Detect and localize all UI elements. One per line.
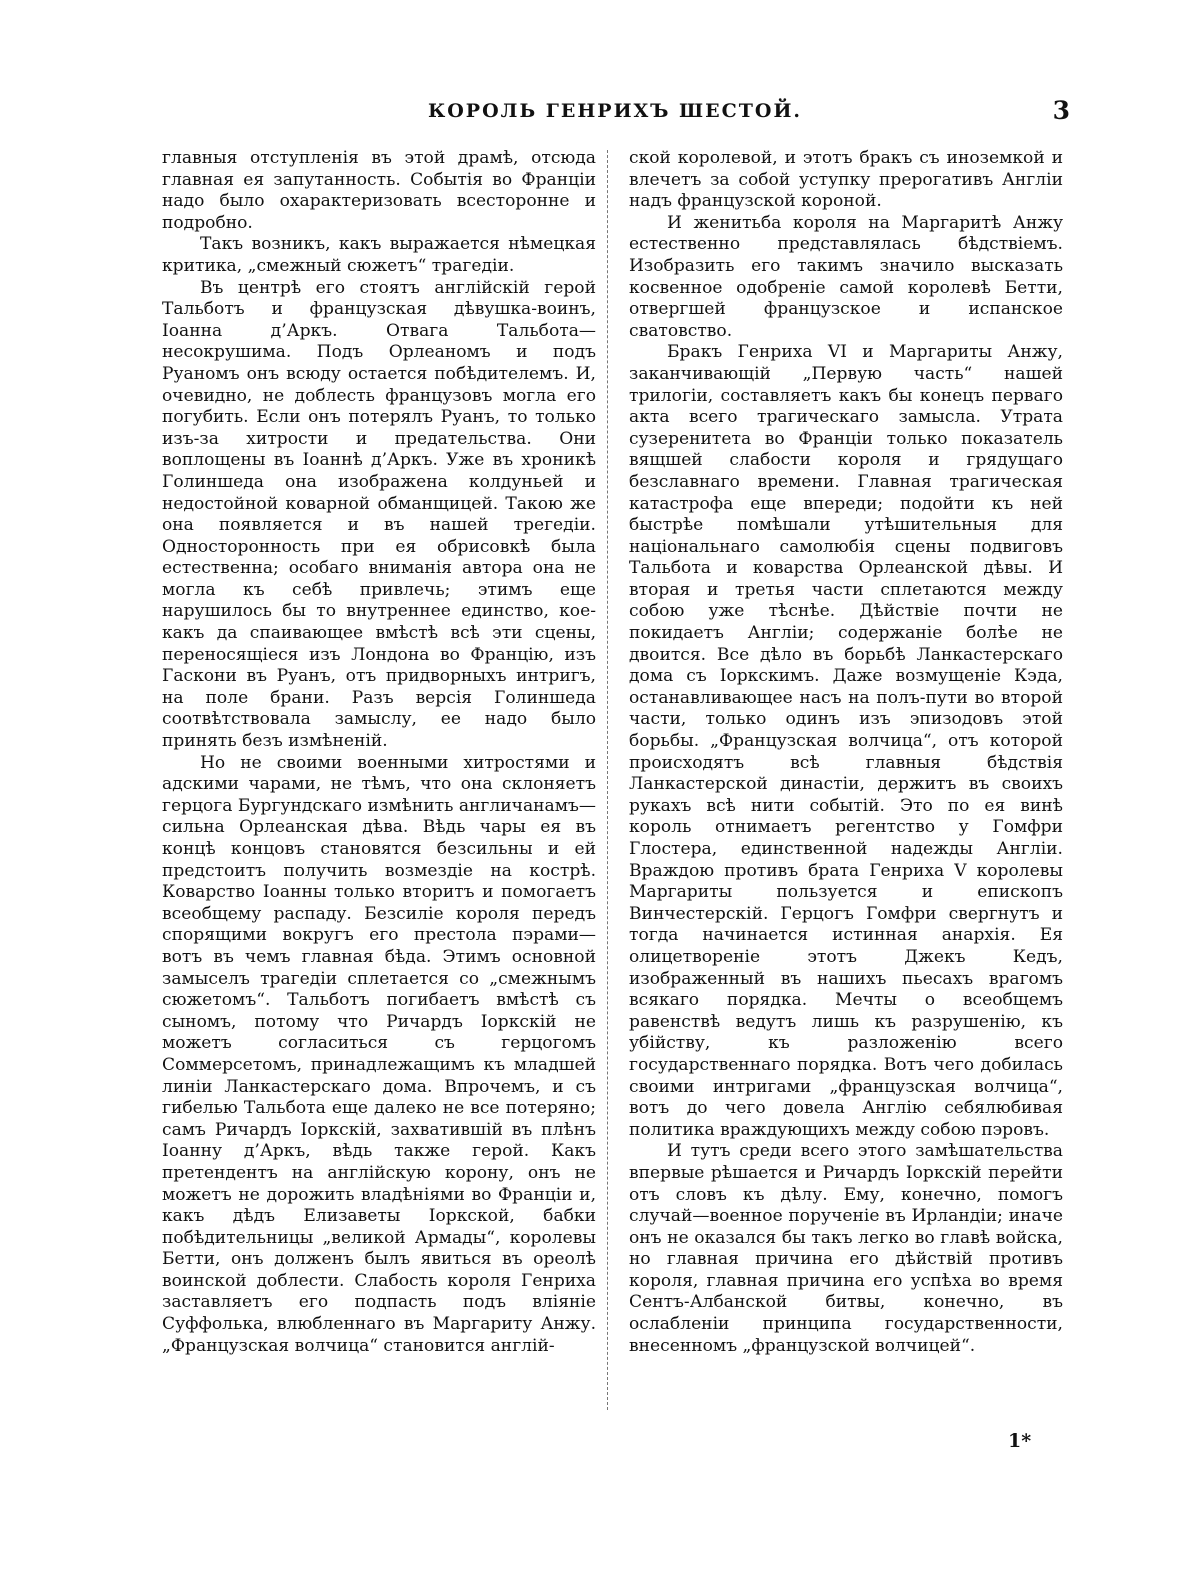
page-number: 3 bbox=[1052, 96, 1070, 125]
running-header bbox=[160, 96, 1070, 134]
paragraph: Бракъ Генриха VI и Маргариты Анжу, заканчивающій „Первую часть“ нашей трилогіи, составляетъ какъ бы конецъ перваго акта всего трагическаго замысла. Утрата сузеренитета во Франціи только показатель вящшей слабости короля и грядущаго безславнаго времени. Главная трагическая катастрофа еще впереди; подойти къ ней быстрѣе помѣшали утѣшительныя для національнаго самолюбія сцены подвиговъ Тальбота и коварства Орлеанской дѣвы. И вторая и третья части сплетаются между собою уже тѣснѣе. Дѣйствіе почти не покидаетъ Англіи; содержаніе болѣе не двоится. Все дѣло въ борьбѣ Ланкастерскаго дома съ Іоркскимъ. Даже возмущеніе Кэда, останавливающее насъ на полъ-пути во второй части, только одинъ изъ эпизодовъ этой борьбы. „Французская волчица“, отъ которой происходятъ всѣ главныя бѣдствія Ланкастерской династіи, держитъ въ своихъ рукахъ всѣ нити событій. Это по ея винѣ король отнимаетъ регентство у Гомфри Глостера, единственной надежды Англіи. Враждою противъ брата Генриха V королевы Маргариты пользуется и епископъ Винчестерскій. Герцогъ Гомфри свергнутъ и тогда начинается истинная анархія. Ея олицетвореніе этотъ Джекъ Кедъ, изображенный въ нашихъ пьесахъ врагомъ всякаго порядка. Мечты о всеобщемъ равенствѣ ведутъ лишь къ разрушенію, къ убійству, къ разложенію всего государственнаго порядка. Вотъ чего добилась своими интригами „французская волчица“, вотъ до чего довела Англію себялюбивая политика враждующихъ между собою пэровъ. bbox=[629, 342, 1063, 1140]
paragraph: Въ центрѣ его стоятъ англійскій герой Тальботъ и французская дѣвушка-воинъ, Іоанна д’Аркъ. Отвага Тальбота—несокрушима. Подъ Орлеаномъ и подъ Руаномъ онъ всюду остается побѣдителемъ. И, очевидно, не доблесть французовъ могла его погубить. Если онъ потерялъ Руанъ, то только изъ-за хитрости и предательства. Они воплощены въ Іоаннѣ д’Аркъ. Уже въ хроникѣ Голиншеда она изображена колдуньей и недостойной коварной обманщицей. Такою же она появляется и въ нашей трегедіи. Односторонность при ея обрисовкѣ была естественна; особаго вниманія автора она не могла къ себѣ привлечь; этимъ еще нарушилось бы то внутреннее единство, кое-какъ да спаивающее вмѣстѣ всѣ эти сцены, переносящіеся изъ Лондона во Францію, изъ Гаскони въ Руанъ, отъ придворныхъ интригъ, на поле брани. Разъ версія Голиншеда соотвѣтствовала замыслу, ее надо было принять безъ измѣненій. bbox=[162, 277, 596, 752]
paragraph: главныя отступленія въ этой драмѣ, отсюда главная ея запутанность. Событія во Франціи надо было охарактеризовать всесторонне и подробно. bbox=[162, 148, 596, 233]
paragraph: Такъ возникъ, какъ выражается нѣмецкая критика, „смежный сюжетъ“ трагедіи. bbox=[162, 234, 596, 276]
left-column bbox=[162, 148, 596, 1357]
paragraph: Но не своими военными хитростями и адскими чарами, не тѣмъ, что она склоняетъ герцога Бургундскаго измѣнить англичанамъ—сильна Орлеанская дѣва. Вѣдь чары ея въ концѣ концовъ становятся безсильны и ей предстоитъ получить возмездіе на кострѣ. Коварство Іоанны только вторитъ и помогаетъ всеобщему распаду. Безсиліе короля передъ спорящими вокругъ его престола пэрами—вотъ въ чемъ главная бѣда. Этимъ основной замыселъ трагедіи сплетается со „смежнымъ сюжетомъ“. Тальботъ погибаетъ вмѣстѣ съ сыномъ, потому что Ричардъ Іоркскій не можетъ согласиться съ герцогомъ Соммерсетомъ, принадлежащимъ къ младшей линіи Ланкастерскаго дома. Впрочемъ, и съ гибелью Тальбота еще далеко не все потеряно; самъ Ричардъ Іоркскій, захватившій въ плѣнъ Іоанну д’Аркъ, вѣдь также герой. Какъ претендентъ на англійскую корону, онъ не можетъ не дорожить владѣніями во Франціи и, какъ дѣдъ Елизаветы Іоркской, бабки побѣдительницы „великой Армады“, королевы Бетти, онъ долженъ былъ явиться въ ореолѣ воинской доблести. Слабость короля Генриха заставляетъ его подпасть подъ вліяніе Суффолька, влюбленнаго въ Маргариту Анжу. „Французская волчица“ становится англій- bbox=[162, 752, 596, 1356]
paragraph: И тутъ среди всего этого замѣшательства впервые рѣшается и Ричардъ Іоркскій перейти отъ словъ къ дѣлу. Ему, конечно, помогъ случай—военное порученіе въ Ирландіи; иначе онъ не оказался бы такъ легко во главѣ войска, но главная причина его дѣйствій противъ короля, главная причина его успѣха во время Сентъ-Албанской битвы, конечно, въ ослабленіи принципа государственности, внесенномъ „французской волчицей“. bbox=[629, 1141, 1063, 1356]
right-column bbox=[629, 148, 1063, 1357]
paragraph: ской королевой, и этотъ бракъ съ иноземкой и влечетъ за собой уступку прерогативъ Англіи надъ французской короной. bbox=[629, 148, 1063, 212]
column-divider bbox=[607, 150, 608, 1410]
running-title: КОРОЛЬ ГЕНРИХЪ ШЕСТОЙ. bbox=[427, 100, 803, 122]
paragraph: И женитьба короля на Маргаритѣ Анжу естественно представлялась бѣдствіемъ. Изобразить его такимъ значило высказать косвенное одобреніе самой королевѣ Бетти, отвергшей французское и испанское сватовство. bbox=[629, 212, 1063, 341]
signature-mark: 1* bbox=[1008, 1430, 1032, 1452]
